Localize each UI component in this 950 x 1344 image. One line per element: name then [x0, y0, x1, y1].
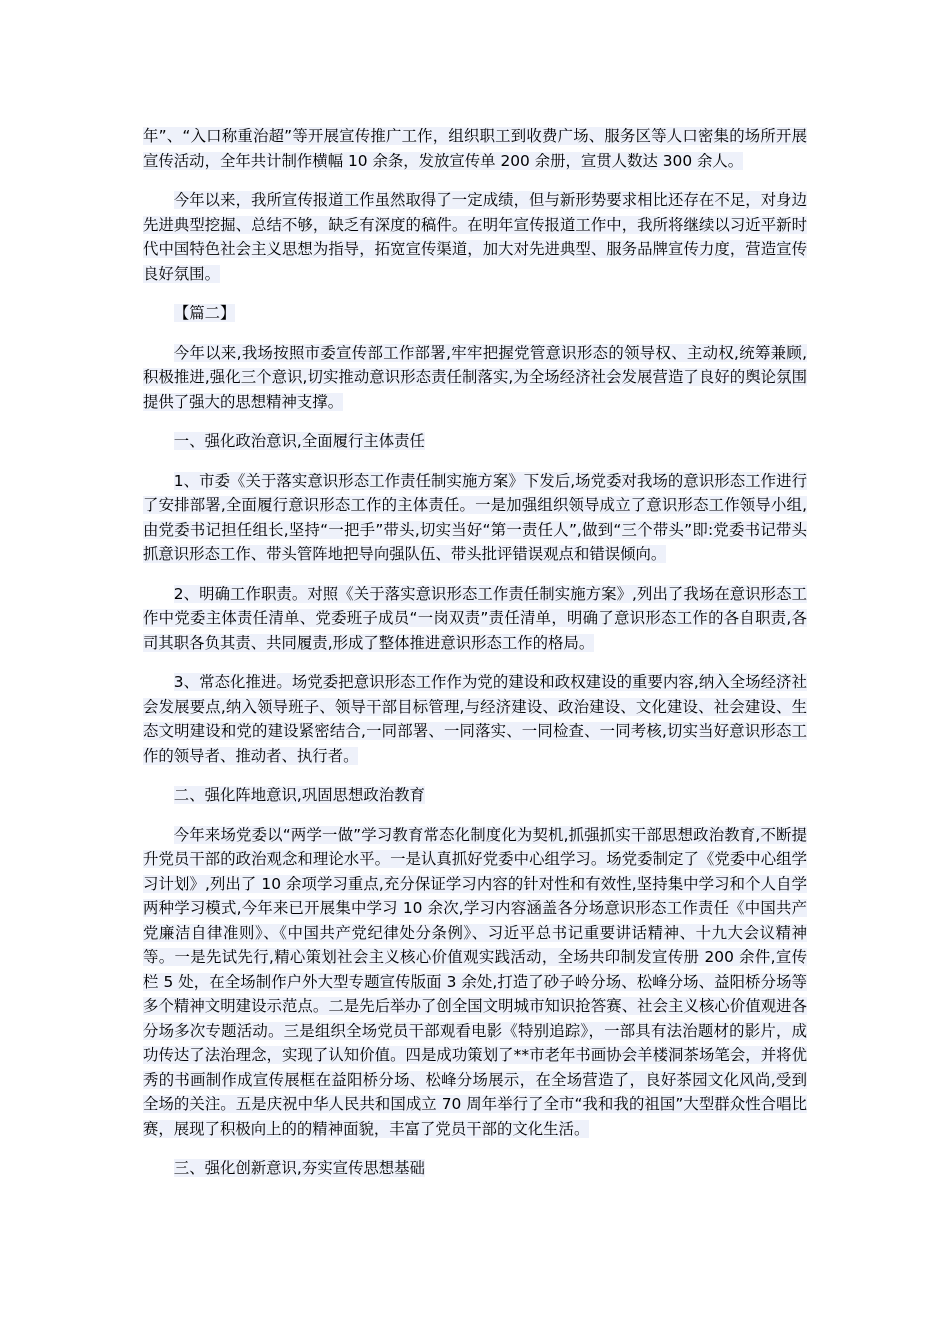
paragraph-text: 2、明确工作职责。对照《关于落实意识形态工作责任制实施方案》,列出了我场在意识形态工作中党委主体责任清单、党委班子成员“一岗双责”责任清单，明确了意识形态工作的各自职责,各司其职各负其责、共同履责,形成了整体推进意识形态工作的格局。	[143, 584, 807, 652]
paragraph-education	[143, 823, 807, 1142]
paragraph-text: 3、常态化推进。场党委把意识形态工作作为党的建设和政权建设的重要内容,纳入全场经济社会发展要点,纳入领导班子、领导干部目标管理,与经济建设、政治建设、文化建设、社会建设、生态文明建设和党的建设紧密结合,一同部署、一同落实、一同检查、一同考核,切实当好意识形态工作的领导者、推动者、执行者。	[143, 673, 807, 765]
paragraph-text: 今年以来，我所宣传报道工作虽然取得了一定成绩，但与新形势要求相比还存在不足，对身边先进典型挖掘、总结不够，缺乏有深度的稿件。在明年宣传报道工作中，我所将继续以习近平新时代中国特色社会主义思想为指导，拓宽宣传渠道，加大对先进典型、服务品牌宣传力度，营造宣传良好氛围。	[143, 191, 807, 283]
document-body	[143, 124, 807, 1196]
section-heading-3	[143, 1156, 807, 1181]
section-heading-text: 二、强化阵地意识,巩固思想政治教育	[173, 786, 425, 804]
heading-text: 【篇二】	[173, 304, 236, 322]
section-heading-1	[143, 429, 807, 454]
paragraph-text: 1、市委《关于落实意识形态工作责任制实施方案》下发后,场党委对我场的意识形态工作进行了安排部署,全面履行意识形态工作的主体责任。一是加强组织领导成立了意识形态工作领导小组,由党委书记担任组长,坚持“一把手”带头,切实当好“第一责任人”,做到“三个带头”即:党委书记带头抓意识形态工作、带头管阵地把导向强队伍、带头批评错误观点和错误倾向。	[143, 471, 807, 563]
paragraph-intro-continued	[143, 124, 807, 173]
paragraph-overview	[143, 341, 807, 415]
paragraph-text: 今年以来,我场按照市委宣传部工作部署,牢牢把握党管意识形态的领导权、主动权,统筹兼顾,积极推进,强化三个意识,切实推动意识形态责任制落实,为全场经济社会发展营造了良好的舆论氛围提供了强大的思想精神支撑。	[143, 343, 807, 411]
paragraph-item-2	[143, 582, 807, 656]
section-heading-text: 三、强化创新意识,夯实宣传思想基础	[173, 1159, 425, 1177]
paragraph-text: 今年来场党委以“两学一做”学习教育常态化制度化为契机,抓强抓实干部思想政治教育,不断提升党员干部的政治观念和理论水平。一是认真抓好党委中心组学习。场党委制定了《党委中心组学习计划》,列出了 10 余项学习重点,充分保证学习内容的针对性和有效性,坚持集中学习和个人自学两种学习模式,今年来已开展集中学习 10 余次,学习内容涵盖各分场意识形态工作责任《中国共产党廉洁自律准则》、《中国共产党纪律处分条例》、习近平总书记重要讲话精神、十九大会议精神等。一是先试先行,精心策划社会主义核心价值观实践活动，全场共印制发宣传册 200 余件,宣传栏 5 处，在全场制作户外大型专题宣传版面 3 余处,打造了砂子岭分场、松峰分场、益阳桥分场等多个精神文明建设示范点。二是先后举办了创全国文明城市知识抢答赛、社会主义核心价值观进各分场多次专题活动。三是组织全场党员干部观看电影《特别追踪》，一部具有法治题材的影片，成功传达了法治理念，实现了认知价值。四是成功策划了**市老年书画协会羊楼洞茶场笔会，并将优秀的书画制作成宣传展框在益阳桥分场、松峰分场展示，在全场营造了，良好茶园文化风尚,受到全场的关注。五是庆祝中华人民共和国成立 70 周年举行了全市“我和我的祖国”大型群众性合唱比赛，展现了积极向上的的精神面貌，丰富了党员干部的文化生活。	[143, 825, 807, 1138]
paragraph-item-1	[143, 469, 807, 567]
paragraph-text: 年”、“入口称重治超”等开展宣传推广工作，组织职工到收费广场、服务区等人口密集的场所开展宣传活动，全年共计制作横幅 10 余条，发放宣传单 200 余册，宣贯人数达 300 余人。	[143, 127, 807, 170]
paragraph-summary	[143, 188, 807, 286]
paragraph-item-3	[143, 670, 807, 768]
article-heading	[143, 301, 807, 326]
section-heading-text: 一、强化政治意识,全面履行主体责任	[173, 432, 425, 450]
section-heading-2	[143, 783, 807, 808]
